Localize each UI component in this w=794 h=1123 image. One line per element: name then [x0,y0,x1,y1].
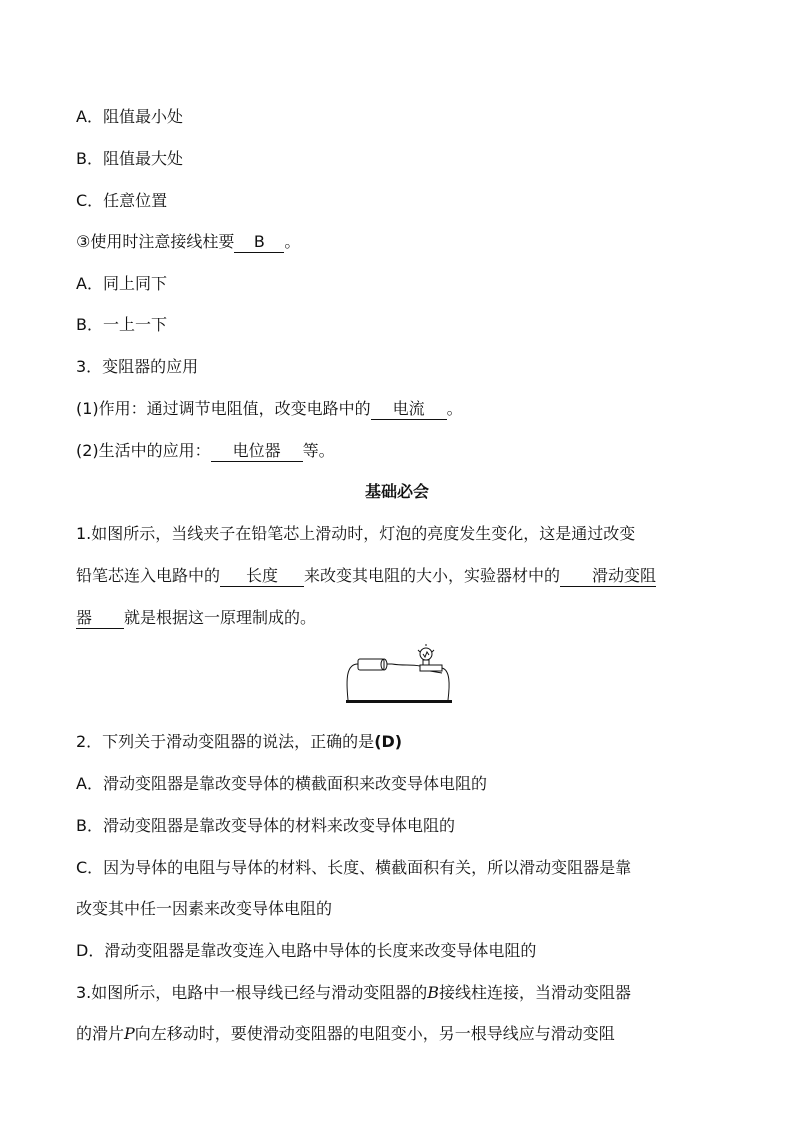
q3-l1-suffix: 接线柱连接，当滑动变阻器 [439,983,632,1002]
item2-suffix: 等。 [302,441,335,460]
q2-stem [76,731,402,753]
section3-item2 [76,440,335,462]
q1-l2-prefix: 铅笔芯连入电路中的 [76,566,221,585]
q2-option-b: B．滑动变阻器是靠改变导体的材料来改变导体电阻的 [76,816,455,835]
section-heading: 基础必会 [364,482,429,501]
q2-option-a: A．滑动变阻器是靠改变导体的横截面积来改变导体电阻的 [76,774,487,793]
right-wire [442,668,449,700]
q3-l2-suffix: 向左移动时，要使滑动变阻器的电阻变小，另一根导线应与滑动变阻 [134,1024,615,1043]
item2-answer: 电位器 [211,441,303,462]
section3-title: 3．变阻器的应用 [76,357,199,376]
q1-answer-rheostat-part2: 器 [76,608,124,629]
bulb-holder-shape [420,665,442,671]
q3-l1-prefix: 3.如图所示，电路中一根导线已经与滑动变阻器的 [76,983,428,1002]
q3-slider-p: P [124,1024,135,1043]
terminal-option-a: A．同上同下 [76,274,167,293]
terminal-rule-answer: B [234,232,284,253]
q2-option-c-line1: C．因为导体的电阻与导体的材料、长度、横截面积有关，所以滑动变阻器是靠 [76,858,632,877]
item1-prefix: (1)作用：通过调节电阻值，改变电路中的 [76,399,371,418]
item2-prefix: (2)生活中的应用： [76,441,211,460]
terminal-option-b: B．一上一下 [76,315,167,334]
section3-item1 [76,398,463,420]
q1-answer-length: 长度 [220,566,304,587]
option-b-max-resistance: B．阻值最大处 [76,149,183,168]
q3-l2-prefix: 的滑片 [76,1024,125,1043]
q2-option-c-line2: 改变其中任一因素来改变导体电阻的 [76,899,333,918]
q1-line2 [76,565,656,587]
terminal-rule-suffix: 。 [284,232,301,251]
item1-answer: 电流 [371,399,447,420]
option-c-any-position: C．任意位置 [76,191,168,210]
q2-answer: (D) [374,732,403,751]
item1-suffix: 。 [446,399,463,418]
q1-line1: 1.如图所示，当线夹子在铅笔芯上滑动时，灯泡的亮度发生变化，这是通过改变 [76,524,636,543]
q1-line3 [76,607,316,629]
terminal-rule-prefix: ③使用时注意接线柱要 [76,232,235,251]
pencil-lead-circuit-figure [338,640,458,706]
battery-shape [358,659,384,670]
middle-wire [392,664,420,666]
left-wire [347,664,358,700]
option-a-min-resistance: A．阻值最小处 [76,107,183,126]
q2-stem-prefix: 2．下列关于滑动变阻器的说法，正确的是 [76,732,375,751]
q1-l3-suffix: 就是根据这一原理制成的。 [124,608,317,627]
q1-answer-rheostat-part1: 滑动变阻 [560,566,656,587]
q1-l2-middle: 来改变其电阻的大小，实验器材中的 [304,566,561,585]
q3-line1 [76,982,631,1004]
base-board [346,700,452,703]
q2-option-d: D．滑动变阻器是靠改变连入电路中导体的长度来改变导体电阻的 [76,941,537,960]
terminal-rule-line [76,231,300,253]
q3-terminal-b: B [427,983,440,1002]
q3-line2 [76,1023,615,1045]
